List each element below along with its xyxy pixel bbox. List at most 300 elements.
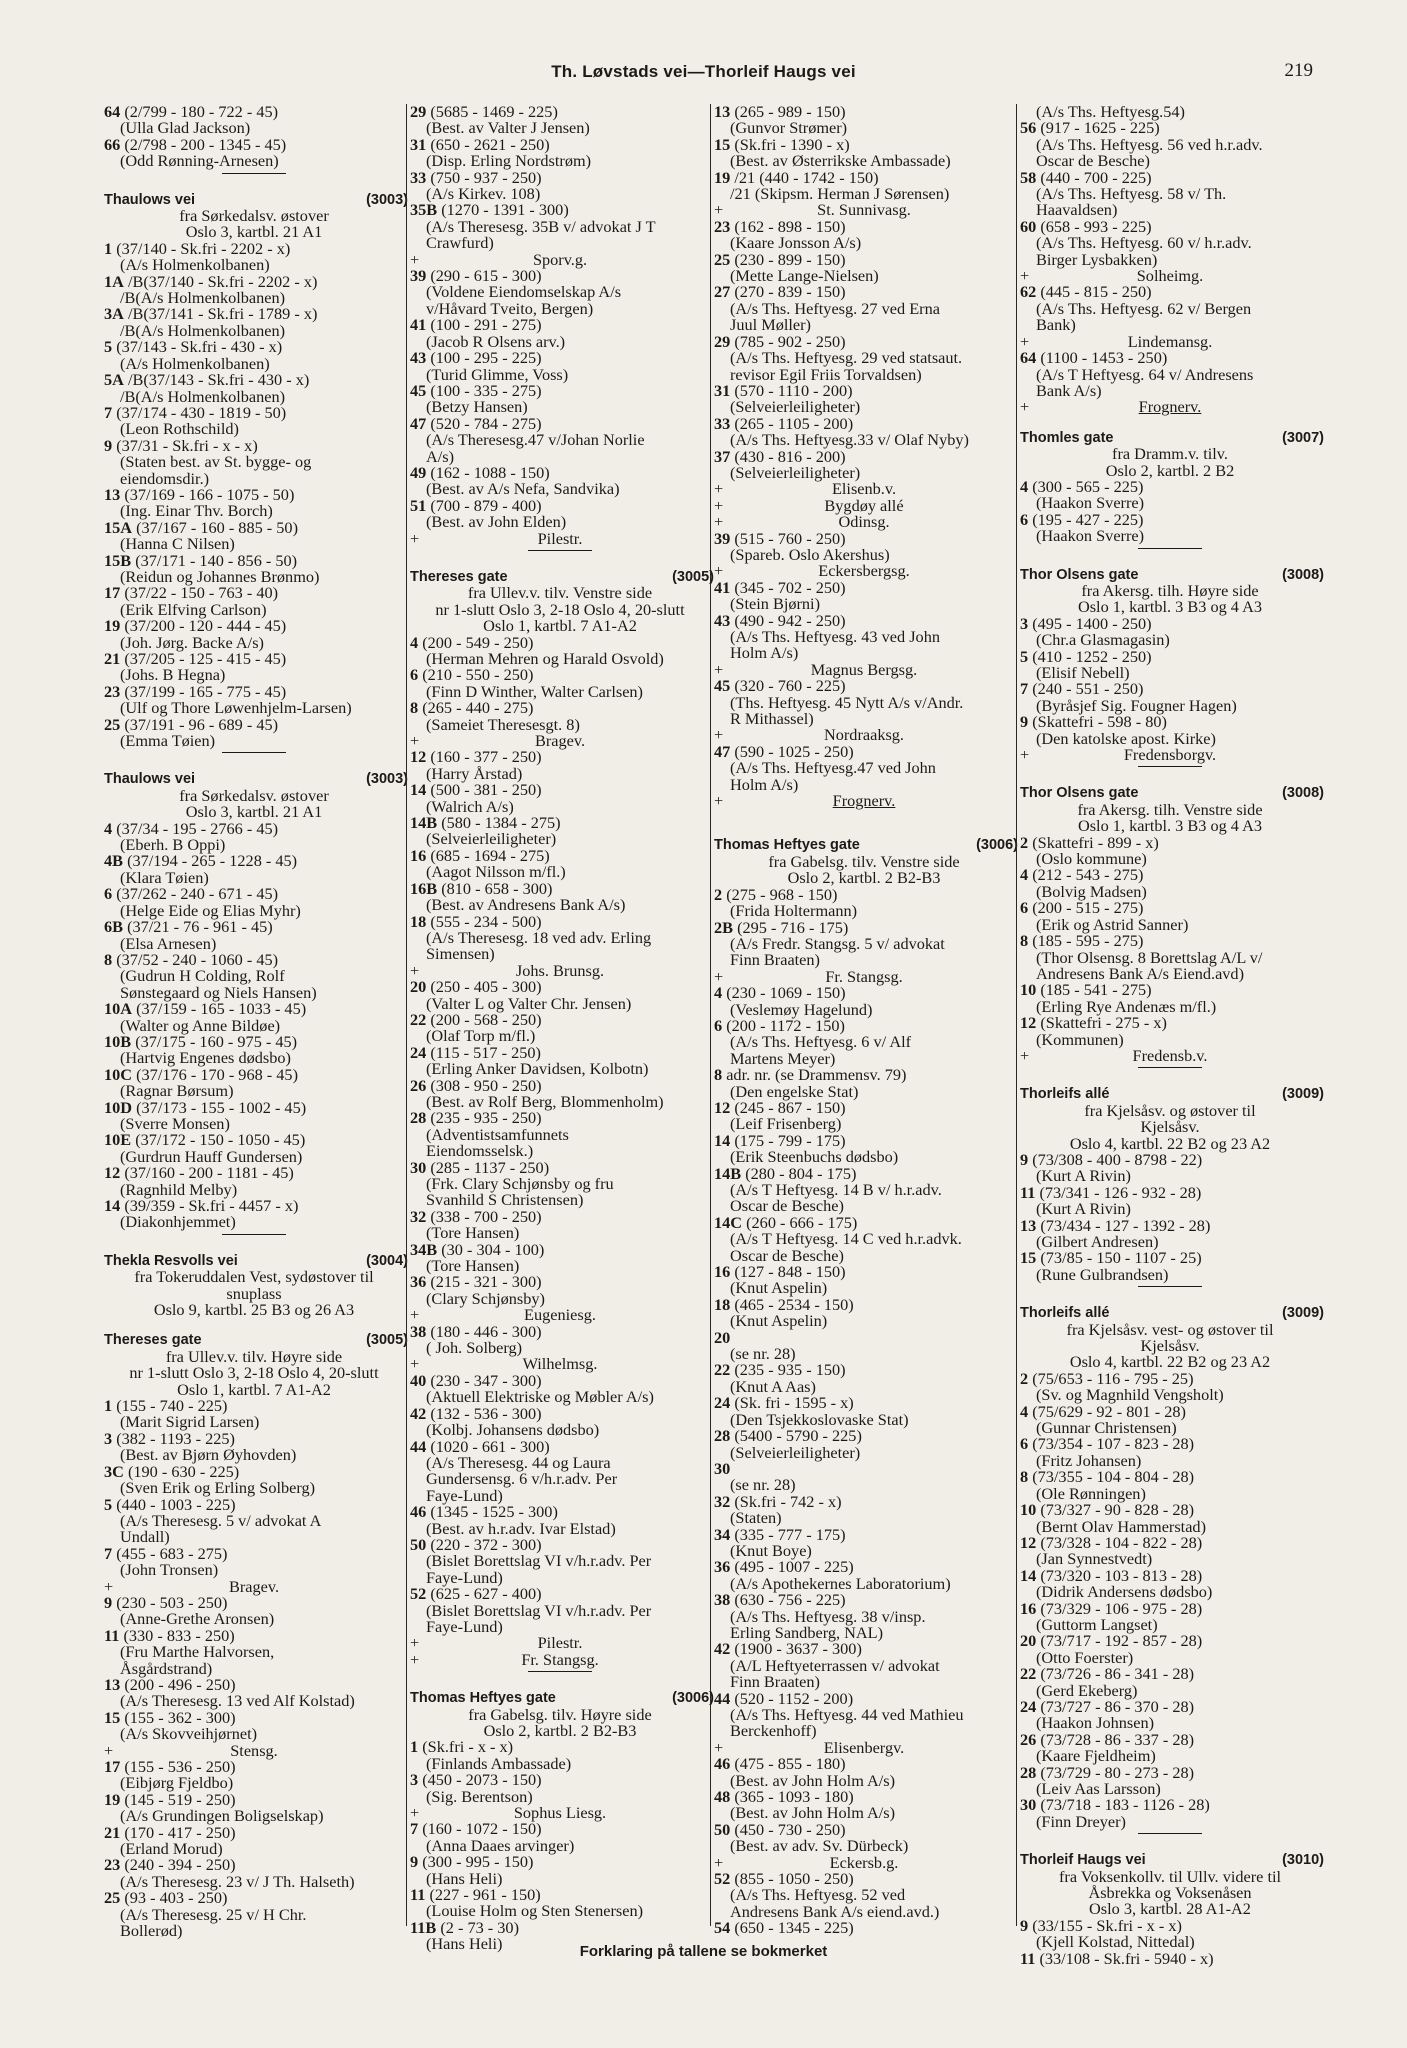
- owner-line: (Erik Elfving Carlson): [120, 599, 267, 619]
- owner-line: (Johs. B Hegna): [120, 665, 226, 685]
- entry-values: (30 - 304 - 100): [437, 1239, 545, 1259]
- street-description: fra Dramm.v. tilv.: [1112, 444, 1228, 464]
- entry-values: (Skattefri - 275 - x): [1036, 1013, 1167, 1033]
- owner-line: (Clary Schjønsby): [426, 1288, 545, 1308]
- house-number: 36: [410, 1272, 427, 1292]
- entry-values: (230 - 347 - 300): [426, 1370, 542, 1390]
- owner-line: (Frida Holtermann): [730, 901, 858, 921]
- owner-line: (A/s Ths. Heftyesg. 43 ved John: [730, 627, 940, 646]
- owner-line: Faye-Lund): [426, 1616, 503, 1636]
- owner-line: (A/s Skovveihjørnet): [120, 1724, 258, 1744]
- house-number: 30: [714, 1458, 731, 1478]
- house-number: 12: [1020, 1013, 1037, 1033]
- entry-values: (520 - 784 - 275): [426, 413, 542, 433]
- plus-icon: +: [410, 731, 420, 751]
- street-heading: [104, 771, 408, 788]
- cross-street: [410, 528, 710, 548]
- owner-line: (Den katolske apost. Kirke): [1036, 728, 1216, 748]
- owner-line: (A/s Ths. Heftyesg.47 ved John: [730, 758, 936, 778]
- street-code: (3003): [366, 771, 408, 788]
- house-number: 9: [1020, 1915, 1029, 1935]
- cross-street-name: Fredensb.v.: [1132, 1045, 1208, 1065]
- entry-values: (127 - 848 - 150): [730, 1262, 846, 1282]
- owner-line: (A/s Ths. Heftyesg. 38 v/insp.: [730, 1606, 926, 1626]
- column-divider: [1016, 104, 1017, 1926]
- street-heading: [1020, 566, 1324, 583]
- cross-street: [714, 1852, 1014, 1872]
- owner-line: (Best. av adv. Sv. Dürbeck): [730, 1836, 909, 1856]
- house-number: 7: [410, 1819, 419, 1839]
- owner-line: (Finlands Ambassade): [426, 1753, 572, 1773]
- owner-line: (Elisif Nebell): [1036, 663, 1130, 682]
- cross-street: [714, 514, 1014, 530]
- plus-icon: +: [714, 479, 724, 499]
- spacer: [1020, 1291, 1320, 1305]
- entry-values: (855 - 1050 - 250): [730, 1869, 854, 1889]
- owner-line: (John Tronsen): [120, 1560, 219, 1580]
- entry-values: (73/718 - 183 - 1126 - 28): [1036, 1795, 1210, 1815]
- entry-values: (445 - 815 - 250): [1036, 282, 1152, 302]
- house-number: 16B: [410, 878, 438, 898]
- street-description: fra Kjelsåsv. og østover til: [1084, 1100, 1256, 1120]
- street-description: fra Sørkedalsv. østover: [179, 206, 329, 226]
- entry-values: (235 - 935 - 250): [426, 1108, 542, 1128]
- house-number: 12: [410, 747, 427, 767]
- entry-values: (73/729 - 80 - 273 - 28): [1036, 1762, 1195, 1782]
- entry-values: (73/728 - 86 - 337 - 28): [1036, 1729, 1195, 1749]
- plus-icon: +: [714, 659, 724, 679]
- entry-values: (33/108 - Sk.fri - 5940 - x): [1035, 1948, 1214, 1968]
- house-number: 14: [714, 1130, 731, 1150]
- cross-street-name: St. Sunnivasg.: [817, 200, 911, 220]
- entry-values: (230 - 503 - 250): [112, 1592, 228, 1612]
- owner-line: (Anna Daaes arvinger): [426, 1835, 575, 1855]
- spacer: [1020, 553, 1320, 567]
- owner-line: Andresens Bank A/s Eiend.avd): [1036, 963, 1244, 983]
- house-number: 4: [410, 632, 419, 652]
- entry-values: (260 - 666 - 175): [742, 1212, 858, 1232]
- entry-values: (265 - 440 - 275): [418, 698, 534, 718]
- plus-icon: +: [410, 1803, 420, 1823]
- cross-street-name: Elisenbergv.: [823, 1737, 905, 1757]
- cross-street-name: Bragev.: [534, 731, 586, 751]
- house-number: 52: [410, 1584, 427, 1604]
- house-number: 2: [1020, 1368, 1029, 1388]
- house-number: 47: [410, 413, 427, 433]
- owner-line: Simensen): [426, 944, 495, 964]
- street-code: (3006): [672, 1690, 714, 1707]
- house-number: 13: [104, 1674, 121, 1694]
- house-number: 42: [410, 1403, 427, 1423]
- entry-values: (Sk.fri - 742 - x): [730, 1491, 842, 1511]
- cross-street: [714, 202, 1014, 218]
- house-number: 14: [410, 780, 427, 800]
- spacer: [1020, 771, 1320, 785]
- entry-values: (700 - 879 - 400): [426, 495, 542, 515]
- house-number: 10A: [104, 999, 133, 1019]
- plus-icon: +: [714, 791, 724, 811]
- house-number: 34: [714, 1524, 731, 1544]
- house-number: 11: [1020, 1182, 1036, 1202]
- cross-street: [410, 960, 710, 980]
- house-number: 9: [1020, 1149, 1029, 1169]
- entry-values: (810 - 658 - 300): [437, 878, 553, 898]
- entry-values: (37/52 - 240 - 1060 - 45): [112, 949, 279, 969]
- entry-values: (37/34 - 195 - 2766 - 45): [112, 818, 279, 838]
- house-number: 44: [714, 1688, 731, 1708]
- owner-line: Svanhild S Christensen): [426, 1190, 584, 1210]
- house-number: 60: [1020, 216, 1037, 236]
- owner-line: Juul Møller): [730, 315, 811, 335]
- entry-values: (330 - 833 - 250): [119, 1625, 235, 1645]
- owner-line: (Bolvig Madsen): [1036, 881, 1147, 901]
- owner-line: (Walter og Anne Bildøe): [120, 1015, 281, 1035]
- plus-icon: +: [1020, 331, 1030, 351]
- street-name: Thaulows vei: [104, 191, 196, 208]
- owner-line: (A/s Theresesg.47 v/Johan Norlie: [426, 430, 645, 450]
- entry-values: (185 - 541 - 275): [1036, 980, 1152, 1000]
- owner-line: (Hartvig Engenes dødsbo): [120, 1048, 291, 1068]
- entry-values: (115 - 517 - 250): [426, 1042, 541, 1062]
- owner-line: (Sven Erik og Erling Solberg): [120, 1478, 316, 1498]
- owner-line: (Hanna C Nilsen): [120, 534, 235, 554]
- street-description: snuplass: [226, 1283, 282, 1303]
- owner-line: (A/s Theresesg. 25 v/ H Chr.: [120, 1904, 307, 1924]
- house-number: 30: [1020, 1795, 1037, 1815]
- street-heading: [714, 837, 1018, 854]
- cross-street-name: Frognerv.: [1138, 397, 1202, 417]
- owner-line: (Den engelske Stat): [730, 1081, 859, 1101]
- house-number: 2B: [714, 917, 734, 937]
- entry-values: adr. nr. (se Drammensv. 79): [722, 1065, 907, 1085]
- entry-values: (410 - 1252 - 250): [1028, 646, 1152, 666]
- entry-values: (555 - 234 - 500): [426, 911, 542, 931]
- entry-values: (465 - 2534 - 150): [730, 1294, 854, 1314]
- entry-values: (785 - 902 - 250): [730, 331, 846, 351]
- owner-line: (Voldene Eiendomselskap A/s: [426, 282, 622, 302]
- entry-values: (240 - 394 - 250): [120, 1855, 236, 1875]
- owner-line: (Tore Hansen): [426, 1256, 520, 1276]
- entry-values: (37/159 - 165 - 1033 - 45): [132, 999, 307, 1019]
- owner-line: Oscar de Besche): [1036, 151, 1150, 171]
- entry-values: /B(37/140 - Sk.fri - 2202 - x): [123, 271, 318, 291]
- house-number: 41: [714, 577, 731, 597]
- section-rule: [1138, 548, 1202, 549]
- owner-line: Crawfurd): [426, 233, 494, 253]
- entry-values: (295 - 716 - 175): [733, 917, 849, 937]
- entry-values: (155 - 362 - 300): [120, 1707, 236, 1727]
- house-number: 25: [104, 714, 121, 734]
- cross-street: [1020, 268, 1320, 284]
- house-number: 11B: [410, 1917, 437, 1937]
- plus-icon: +: [714, 495, 724, 515]
- owner-line: (A/s Ths. Heftyesg. 44 ved Mathieu: [730, 1705, 964, 1724]
- section-rule: [222, 173, 286, 174]
- entry-values: (365 - 1093 - 180): [730, 1787, 854, 1807]
- owner-line: (Turid Glimme, Voss): [426, 364, 569, 384]
- house-number: 9: [1020, 712, 1029, 732]
- owner-line: (Gerd Ekeberg): [1036, 1680, 1138, 1700]
- owner-line: (Tore Hansen): [426, 1223, 520, 1243]
- entry-values: (145 - 519 - 250): [120, 1789, 236, 1809]
- house-number: 12: [104, 1163, 121, 1183]
- house-number: 39: [714, 528, 731, 548]
- entry-values: (1270 - 1391 - 300): [437, 200, 569, 220]
- entry-values: (1020 - 661 - 300): [426, 1436, 550, 1456]
- owner-line: (A/s Kirkev. 108): [426, 184, 541, 204]
- cross-street-name: Sporv.g.: [532, 249, 588, 269]
- street-description: Oslo 4, kartbl. 22 B2 og 23 A2: [1069, 1352, 1271, 1372]
- owner-line: Martens Meyer): [730, 1048, 836, 1068]
- owner-line: (Staten): [730, 1508, 782, 1528]
- house-number: 12: [714, 1097, 731, 1117]
- entry-values: (33/155 - Sk.fri - x - x): [1028, 1915, 1182, 1935]
- entry-values: (37/169 - 166 - 1075 - 50): [120, 484, 295, 504]
- owner-line: (Selveierleiligheter): [730, 1442, 861, 1462]
- house-number: 8: [104, 949, 113, 969]
- plus-icon: +: [714, 966, 724, 986]
- owner-line: (Best. av Andresens Bank A/s): [426, 895, 626, 915]
- house-number: 11: [104, 1625, 120, 1645]
- plus-icon: +: [714, 512, 724, 532]
- entry-values: (160 - 377 - 250): [426, 747, 542, 767]
- entry-values: (162 - 898 - 150): [730, 216, 846, 236]
- owner-line: Gundersensg. 6 v/h.r.adv. Per: [426, 1469, 618, 1489]
- cross-street-name: Frognerv.: [832, 791, 896, 811]
- cross-street: [714, 1737, 1014, 1757]
- house-number: 29: [410, 102, 427, 121]
- section-rule: [1138, 1067, 1202, 1068]
- street-name: Thomas Heftyes gate: [410, 1690, 556, 1707]
- entry-values: (Sk. fri - 1595 - x): [730, 1393, 854, 1413]
- owner-line: (Herman Mehren og Harald Osvold): [426, 649, 664, 668]
- street-description: nr 1-slutt Oslo 3, 2-18 Oslo 4, 20-slutt: [129, 1363, 379, 1383]
- owner-line: Åsgårdstrand): [120, 1658, 213, 1678]
- entry-values: (195 - 427 - 225): [1028, 509, 1144, 529]
- spacer: [714, 809, 1014, 823]
- house-number: 14: [1020, 1565, 1037, 1585]
- owner-line: (Byråsjef Sig. Fougner Hagen): [1036, 695, 1237, 715]
- owner-line: (Best. av A/s Nefa, Sandvika): [426, 479, 620, 499]
- owner-line: (Sverre Monsen): [120, 1113, 230, 1133]
- street-description: Oslo 2, kartbl. 2 B2-B3: [483, 1721, 637, 1740]
- entry-values: (290 - 615 - 300): [426, 266, 542, 286]
- owner-line: (Spareb. Oslo Akershus): [730, 544, 890, 564]
- street-description: fra Sørkedalsv. østover: [179, 785, 329, 805]
- owner-line: Bank): [1036, 315, 1076, 335]
- entry-values: (37/160 - 200 - 1181 - 45): [120, 1163, 294, 1183]
- entry-values: (270 - 839 - 150): [730, 282, 846, 302]
- cross-street: [410, 1356, 710, 1372]
- owner-line: (Knut Aspelin): [730, 1278, 828, 1298]
- entry-values: (100 - 335 - 275): [426, 380, 542, 400]
- entry-values: (590 - 1025 - 250): [730, 741, 854, 761]
- house-number: 50: [714, 1819, 731, 1839]
- owner-line: (Betzy Hansen): [426, 397, 528, 417]
- owner-line: /B(A/s Holmenkolbanen): [120, 288, 286, 308]
- owner-line: R Mithassel): [730, 709, 814, 729]
- street-description: Oslo 1, kartbl. 7 A1-A2: [177, 1379, 331, 1399]
- owner-line: (A/s T Heftyesg. 64 v/ Andresens: [1036, 364, 1254, 384]
- owner-line: Faye-Lund): [426, 1485, 503, 1505]
- plus-icon: +: [410, 1305, 420, 1325]
- section-rule: [528, 550, 592, 551]
- house-number: 23: [104, 1855, 121, 1875]
- street-description: fra Akersg. tilh. Venstre side: [1077, 799, 1263, 819]
- owner-line: (Eibjørg Fjeldbo): [120, 1773, 234, 1793]
- house-number: 7: [1020, 679, 1029, 699]
- cross-street: [104, 1576, 404, 1596]
- plus-icon: +: [714, 200, 724, 220]
- house-number: 6: [714, 1015, 723, 1035]
- house-number: 24: [714, 1393, 731, 1413]
- house-number: 22: [1020, 1664, 1037, 1684]
- entry-values: (650 - 1345 - 225): [730, 1918, 854, 1938]
- entry-values: (265 - 989 - 150): [730, 102, 846, 121]
- owner-line: (Sv. og Magnhild Vengsholt): [1036, 1385, 1224, 1405]
- street-heading: [1020, 785, 1324, 802]
- house-number: 1: [410, 1737, 419, 1757]
- owner-line: (Helge Eide og Elias Myhr): [120, 900, 301, 920]
- house-number: 43: [714, 610, 731, 630]
- address-entry: [714, 1920, 1014, 1936]
- house-number: 10: [1020, 980, 1037, 1000]
- cross-street-name: Fr. Stangsg.: [825, 966, 903, 986]
- owner-line: (Sig. Berentson): [426, 1786, 533, 1806]
- owner-line: ( Joh. Solberg): [426, 1338, 523, 1358]
- owner-line: (Thor Olsensg. 8 Borettslag A/L v/: [1036, 947, 1263, 967]
- owner-line: (Selveierleiligheter): [730, 462, 861, 482]
- street-description: fra Akersg. tilh. Høyre side: [1081, 580, 1259, 600]
- house-number: 7: [104, 402, 113, 422]
- house-number: 8: [1020, 931, 1029, 951]
- street-description: Oslo 3, kartbl. 28 A1-A2: [1089, 1899, 1251, 1919]
- plus-icon: +: [714, 725, 724, 745]
- entry-values: (73/727 - 86 - 370 - 28): [1036, 1696, 1195, 1716]
- cross-street: [714, 563, 1014, 579]
- spacer: [104, 757, 404, 771]
- column-divider: [710, 104, 711, 1926]
- entry-values: (37/175 - 160 - 975 - 45): [131, 1031, 298, 1051]
- street-description: Oslo 9, kartbl. 25 B3 og 26 A3: [153, 1300, 355, 1320]
- cross-street: [1020, 399, 1320, 415]
- plus-icon: +: [1020, 397, 1030, 417]
- cross-street-name: Nordraaksg.: [823, 725, 905, 745]
- entry-values: (200 - 496 - 250): [120, 1674, 236, 1694]
- street-heading: [104, 191, 408, 208]
- owner-line: (Selveierleiligheter): [426, 829, 557, 849]
- entry-values: (515 - 760 - 250): [730, 528, 846, 548]
- house-number: 13: [1020, 1215, 1037, 1235]
- entry-values: (455 - 683 - 275): [112, 1543, 228, 1563]
- entry-values: (570 - 1110 - 200): [730, 380, 853, 400]
- entry-values: (750 - 937 - 250): [426, 167, 542, 187]
- house-number: 36: [714, 1557, 731, 1577]
- owner-line: (Best. av John Holm A/s): [730, 1770, 896, 1790]
- spacer: [410, 555, 710, 569]
- entry-values: (37/174 - 430 - 1819 - 50): [112, 402, 287, 422]
- cross-street: [104, 1740, 404, 1760]
- entry-values: (450 - 730 - 250): [730, 1819, 846, 1839]
- owner-line: (Ragnhild Melby): [120, 1179, 238, 1199]
- entry-values: (155 - 740 - 225): [112, 1396, 228, 1416]
- cross-street: [1020, 1045, 1320, 1065]
- owner-line: (Fru Marthe Halvorsen,: [120, 1642, 275, 1662]
- entry-values: (495 - 1400 - 250): [1028, 613, 1152, 633]
- entry-values: (917 - 1625 - 225): [1036, 118, 1160, 138]
- entry-values: (75/629 - 92 - 801 - 28): [1028, 1401, 1186, 1421]
- owner-line: (Finn Dreyer): [1036, 1811, 1126, 1831]
- entry-values: (5685 - 1469 - 225): [426, 102, 558, 121]
- house-number: 62: [1020, 282, 1037, 302]
- entry-values: (345 - 702 - 250): [730, 577, 846, 597]
- owner-line: (Ragnar Børsum): [120, 1081, 234, 1101]
- owner-line: (A/s Theresesg. 23 v/ J Th. Halseth): [120, 1871, 355, 1891]
- entry-values: (73/434 - 127 - 1392 - 28): [1036, 1215, 1211, 1235]
- house-number: 9: [104, 1592, 113, 1612]
- spacer: [104, 178, 404, 192]
- entry-values: (100 - 291 - 275): [426, 315, 542, 335]
- owner-line: (Erland Morud): [120, 1839, 223, 1859]
- owner-line: (Gunvor Strømer): [730, 118, 848, 138]
- owner-line: Birger Lysbakken): [1036, 249, 1158, 269]
- house-number: 11: [410, 1885, 426, 1905]
- street-description: Åsbrekka og Voksenåsen: [1088, 1883, 1252, 1903]
- entry-values: (200 - 568 - 250): [426, 1009, 542, 1029]
- street-name: Thereses gate: [104, 1332, 202, 1349]
- entry-values: (37/262 - 240 - 671 - 45): [112, 884, 279, 904]
- owner-line: (A/s Ths. Heftyesg. 27 ved Erna: [730, 298, 940, 318]
- house-number: 48: [714, 1787, 731, 1807]
- house-number: 50: [410, 1534, 427, 1554]
- entry-values: (37/31 - Sk.fri - x - x): [112, 435, 258, 455]
- house-number: 6: [1020, 1434, 1029, 1454]
- street-description: Oslo 3, kartbl. 21 A1: [185, 802, 323, 822]
- cross-street: [714, 793, 1014, 809]
- entry-values: (280 - 804 - 175): [741, 1163, 857, 1183]
- house-number: 2: [1020, 832, 1029, 852]
- owner-line: (Leif Frisenberg): [730, 1114, 842, 1134]
- entry-values: (73/328 - 104 - 822 - 28): [1036, 1532, 1203, 1552]
- house-number: 33: [410, 167, 427, 187]
- section-rule: [222, 752, 286, 753]
- house-number: 11: [1020, 1948, 1036, 1968]
- street-code: (3008): [1282, 566, 1324, 583]
- street-description: fra Gabelsg. tilv. Venstre side: [768, 851, 960, 871]
- owner-line: /B(A/s Holmenkolbanen): [120, 320, 286, 340]
- entry-values: (630 - 756 - 225): [730, 1590, 846, 1610]
- house-number: 21: [104, 649, 121, 668]
- entry-values: (73/85 - 150 - 1107 - 25): [1036, 1248, 1202, 1268]
- entry-values: (Skattefri - 598 - 80): [1028, 712, 1167, 732]
- owner-line: /21 (Skipsm. Herman J Sørensen): [730, 184, 950, 204]
- street-code: (3005): [366, 1332, 408, 1349]
- owner-line: (Knut Aspelin): [730, 1311, 828, 1331]
- house-number: 33: [714, 413, 731, 433]
- plus-icon: +: [714, 1737, 724, 1757]
- owner-line: (Joh. Jørg. Backe A/s): [120, 632, 264, 652]
- house-number: 5: [1020, 646, 1029, 666]
- section-rule: [528, 1671, 592, 1672]
- owner-line: (A/s Ths. Heftyesg. 6 v/ Alf: [730, 1032, 912, 1052]
- owner-line: Oscar de Besche): [730, 1196, 844, 1216]
- house-number: 15: [104, 1707, 121, 1727]
- house-number: 27: [714, 282, 731, 302]
- entry-values: (185 - 595 - 275): [1028, 931, 1144, 951]
- entry-values: (37/200 - 120 - 444 - 45): [120, 616, 287, 636]
- owner-line: Finn Braaten): [730, 950, 820, 970]
- cross-street: [410, 1649, 710, 1669]
